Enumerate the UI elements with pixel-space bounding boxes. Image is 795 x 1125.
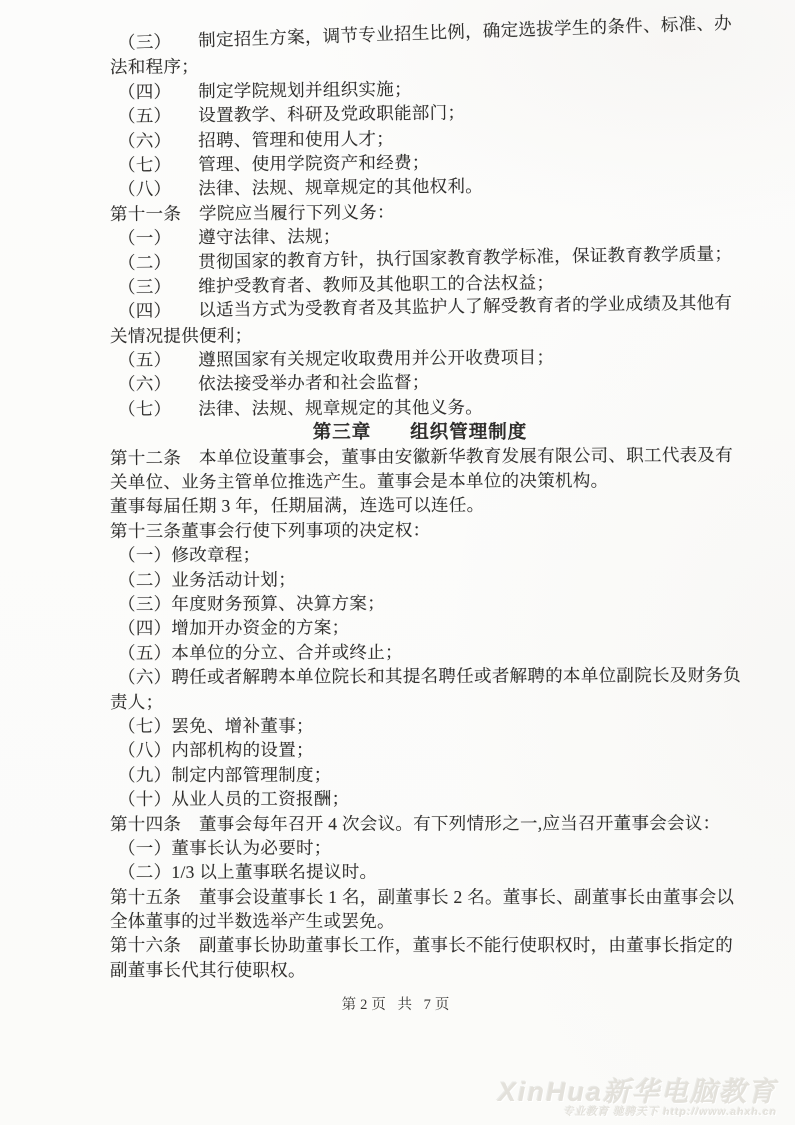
text-line: （一）修改章程； <box>117 544 261 566</box>
text-line: （六） 依法接受举办者和社会监督； <box>117 372 430 395</box>
text-line: （一）董事长认为必要时； <box>117 837 332 858</box>
text-line: （三） 维护受教育者、教师及其他职工的合法权益； <box>117 272 555 297</box>
document-lines <box>109 12 750 982</box>
text-line: 董事每届任期 3 年，任期届满，连选可以连任。 <box>109 495 485 517</box>
text-line: （五）本单位的分立、合并或终止； <box>117 641 403 663</box>
text-line: 第十四条 董事会每年召开 4 次会议。有下列情形之一,应当召开董事会会议： <box>109 812 721 834</box>
text-line: （二）业务活动计划； <box>117 568 297 590</box>
text-line: （九）制定内部管理制度； <box>117 764 332 785</box>
text-line: （八）内部机构的设置； <box>117 739 314 761</box>
text-line: 第十五条 董事会设董事长 1 名，副董事长 2 名。董事长、副董事长由董事会以 <box>110 886 735 907</box>
watermark <box>498 1078 777 1119</box>
text-line: 关情况提供便利； <box>109 324 253 346</box>
text-line: （八） 法律、法规、规章规定的其他权利。 <box>117 176 484 200</box>
text-line: （十）从业人员的工资报酬； <box>117 788 350 810</box>
text-line: （四） 以适当方式为受教育者及其监护人了解受教育者的学业成绩及其他有 <box>117 292 733 322</box>
text-line: （一） 遵守法律、法规； <box>117 226 341 249</box>
chapter-heading: 第三章 组织管理制度 <box>312 423 528 444</box>
text-line: （五） 设置教学、科研及党政职能部门； <box>117 102 466 127</box>
page-number-footer: 第2页 共 7页 <box>341 997 454 1013</box>
text-line: （四） 制定学院规划并组织实施； <box>117 78 412 102</box>
watermark-tagline: 专业教育 驰骋天下 http://www.ahxh.cn <box>563 1106 777 1118</box>
text-line: 责人； <box>109 691 164 712</box>
text-line: （六）聘任或者解聘本单位院长和其提名聘任或者解聘的本单位副院长及财务负 <box>117 664 742 688</box>
text-line: （七） 法律、法规、规章规定的其他义务。 <box>117 396 484 419</box>
text-line: 第十二条 本单位设董事会，董事由安徽新华教育发展有限公司、职工代表及有 <box>109 444 734 468</box>
text-line: 全体董事的过半数选举产生或罢免。 <box>110 911 395 932</box>
text-line: 法和程序； <box>109 56 200 78</box>
text-line: 第十六条 副董事长协助董事长工作，董事长不能行使职权时，由董事长指定的 <box>110 935 733 956</box>
text-line: （七）罢免、增补董事； <box>117 715 314 736</box>
text-line: （七） 管理、使用学院资产和经费； <box>117 152 430 175</box>
text-line: （五） 遵照国家有关规定收取费用并公开收费项目； <box>117 347 555 371</box>
watermark-brand-logo: XinHua新华电脑教育 <box>497 1077 777 1107</box>
text-line: （三）年度财务预算、决算方案； <box>117 593 386 614</box>
text-line: 第十一条 学院应当履行下列义务： <box>109 201 395 224</box>
text-line: （三） 制定招生方案，调节专业招生比例，确定选拔学生的条件、标准、办 <box>117 12 733 53</box>
text-line: （六） 招聘、管理和使用人才； <box>117 128 395 151</box>
text-line: 关单位、业务主管单位推选产生。董事会是本单位的决策机构。 <box>109 470 609 493</box>
text-line: （二）1/3 以上董事联名提议时。 <box>117 861 378 883</box>
text-line: （四）增加开办资金的方案； <box>117 617 350 639</box>
text-line: 第十三条董事会行使下列事项的决定权： <box>109 519 431 541</box>
text-line: （二） 贯彻国家的教育方针，执行国家教育教学标准，保证教育教学质量； <box>117 242 733 273</box>
text-line: 副董事长代其行使职权。 <box>110 959 306 980</box>
